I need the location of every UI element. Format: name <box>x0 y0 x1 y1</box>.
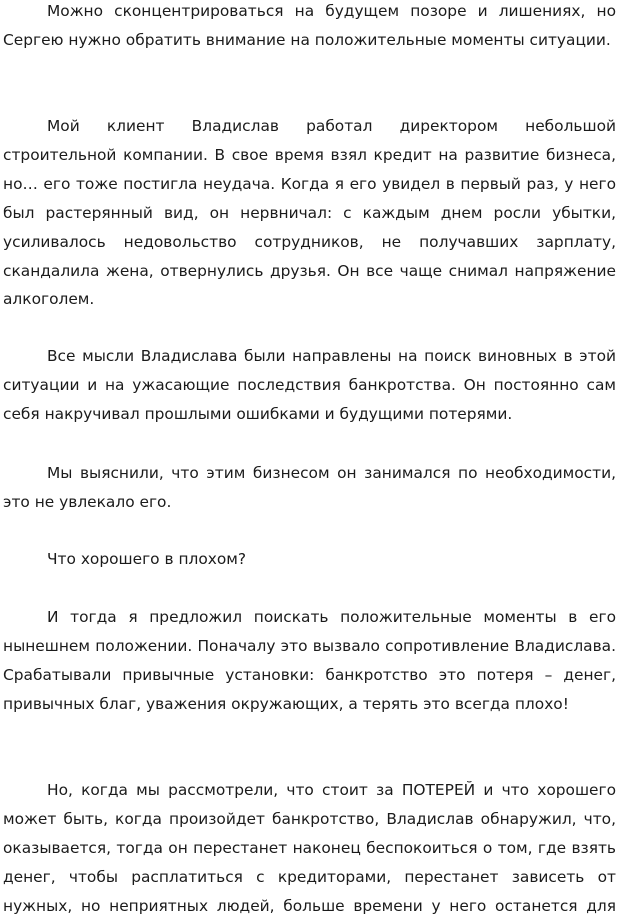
paragraph-intro: Можно сконцентрироваться на будущем позоре и лишениях, но Сергею нужно обратить внимание на положительные моменты ситуации. <box>3 2 616 49</box>
paragraph-question: Что хорошего в плохом? <box>47 550 247 568</box>
paragraph-loss: Но, когда мы рассмотрели, что стоит за ПОТЕРЕЙ и что хорошего может быть, когда произойдет банкротство, Владислав обнаружил, что, оказывается, тогда он перестанет наконец беспокоиться о том, где взять денег, чтобы расплатиться с кредиторами, перестанет зависеть от нужных, но неприятных людей, больше времени у него останется для <box>3 781 616 915</box>
paragraph-thoughts: Все мысли Владислава были направлены на поиск виновных в этой ситуации и на ужасающие последствия банкротства. Он постоянно сам себя накручивал прошлыми ошибками и будущими потерями. <box>3 347 616 423</box>
paragraph-proposal: И тогда я предложил поискать положительные моменты в его нынешнем положении. Поначалу это вызвало сопротивление Владислава. Срабатывали привычные установки: банкротство это потеря – денег, привычных благ, уважения окружающих, а терять это всегда плохо! <box>3 608 616 713</box>
paragraph-client-story: Мой клиент Владислав работал директором небольшой строительной компании. В свое время взял кредит на развитие бизнеса, но… его тоже постигла неудача. Когда я его увидел в первый раз, у него был растерянный вид, он нервничал: с каждым днем росли убытки, усиливалось недовольство сотрудников, не получавших зарплату, скандалила жена, отвернулись друзья. Он все чаще снимал напряжение алкоголем. <box>3 117 616 309</box>
paragraph-business: Мы выяснили, что этим бизнесом он занимался по необходимости, это не увлекало его. <box>3 464 616 511</box>
